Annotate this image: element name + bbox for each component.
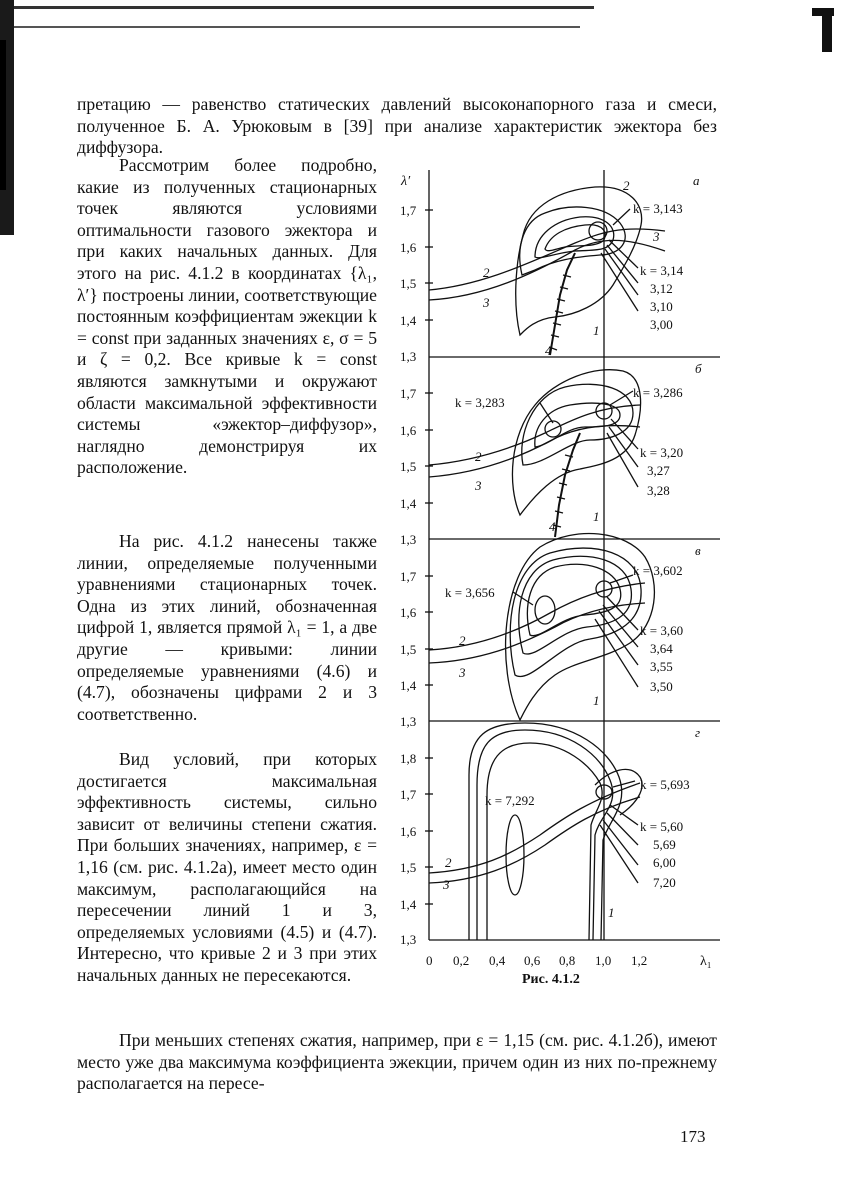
x-tick-6: 1,2 [631, 953, 648, 968]
panel-v-label-4: 3,55 [650, 659, 673, 674]
panel-v-label-2: k = 3,60 [640, 623, 684, 638]
panel-v-ytick-3: 1,4 [400, 678, 417, 693]
scan-edge-shadow-dark [0, 40, 6, 190]
panel-a-ytick-3: 1,4 [400, 313, 417, 328]
panel-a-letter: а [693, 173, 700, 188]
panel-g-ytick-2: 1,6 [400, 824, 417, 839]
figure-4-1-2 [395, 165, 725, 995]
x-tick-0: 0 [426, 953, 433, 968]
panel-b-ytick-4: 1,3 [400, 532, 417, 547]
figure-svg [395, 165, 725, 995]
panel-a-line-4: 4 [545, 343, 552, 358]
panel-b-label-2: k = 3,20 [640, 445, 684, 460]
x-tick-4: 0,8 [559, 953, 576, 968]
panel-a-line-3b: 3 [653, 229, 660, 244]
panel-g-line-2: 2 [445, 855, 452, 870]
panel-v-line-3: 3 [459, 665, 466, 680]
panel-g-label-0: k = 7,292 [485, 793, 535, 808]
panel-v-ytick-4: 1,3 [400, 714, 417, 729]
panel-g-ytick-1: 1,7 [400, 787, 417, 802]
panel-b-ytick-2: 1,5 [400, 459, 417, 474]
panel-g-ytick-3: 1,5 [400, 860, 417, 875]
paragraph-3-text: Вид условий, при которых достигается максимальная эффективность системы, сильно зависит от величины степени сжатия. При больших значениях, например, ε = 1,16 (см. рис. 4.1.2а), имеет место один максимум, располагающийся на пересечении линий 1 и 3, определяемых условиями (4.5) и (4.7). Интересно, что кривые 2 и 3 при этих начальных данных не пересекаются. [77, 749, 377, 985]
panel-v-label-1: k = 3,602 [633, 563, 683, 578]
paragraph-1 [77, 155, 377, 479]
panel-b-line-1: 1 [593, 509, 600, 524]
panel-a-line-2: 2 [483, 265, 490, 280]
panel-a-label-2: 3,12 [650, 281, 673, 296]
panel-g-line-1: 1 [608, 905, 615, 920]
panel-b-line-4: 4 [549, 519, 556, 534]
scan-top-line-2 [14, 26, 580, 28]
panel-b-line-2: 2 [475, 449, 482, 464]
panel-v-curves [429, 534, 654, 720]
paragraph-2-text: На рис. 4.1.2 нанесены также линии, определяемые полученными уравнениями стационарных точек. Одна из этих линий, обозначенная цифрой 1, является прямой λ₁ = 1, а две другие — кривыми: линии определяемые уравнениями (4.6) и (4.7), обозначены цифрами 2 и 3 соответственно. [77, 531, 377, 724]
paragraph-2 [77, 531, 377, 725]
paragraph-bottom-text: При меньших степенях сжатия, например, при ε = 1,15 (см. рис. 4.1.2б), имеют место уже два максимума коэффициента эжекции, причем один из них по-прежнему располагается на пересе- [77, 1030, 717, 1094]
corner-mark [822, 10, 832, 52]
panel-a-curves [429, 187, 665, 355]
panel-v-ytick-2: 1,5 [400, 642, 417, 657]
panel-b-ytick-1: 1,6 [400, 423, 417, 438]
figure-caption: Рис. 4.1.2 [522, 972, 580, 987]
panel-a-label-4: 3,00 [650, 317, 673, 332]
panel-a-ytick-4: 1,3 [400, 349, 417, 364]
x-axis-label: λ₁ [700, 954, 712, 969]
panel-a-ytick-0: 1,7 [400, 203, 417, 218]
panel-g-label-2: k = 5,60 [640, 819, 684, 834]
panel-a-ytick-2: 1,5 [400, 276, 417, 291]
y-axis-label: λ′ [401, 174, 411, 189]
panel-v-ytick-1: 1,6 [400, 605, 417, 620]
panel-a-label-1: k = 3,14 [640, 263, 684, 278]
panel-v-letter: в [695, 543, 701, 558]
x-tick-3: 0,6 [524, 953, 541, 968]
paragraph-1-text: Рассмотрим более подробно, какие из полученных стационарных точек являются условиями оптимальности газового эжектора и при каких начальных данных. Для этого на рис. 4.1.2 в координатах {λ₁, λ′} построены линии, соответствующие постоянным коэффициентам эжекции k = const при заданных значениях ε, σ = 5 и ζ = 0,2. Все кривые k = const являются замкнутыми и окружают области максимальной эффективности системы «эжектор–диффузор», наглядно демонстрируя их расположение. [77, 155, 377, 478]
panel-g-label-4: 6,00 [653, 855, 676, 870]
page-number: 173 [680, 1127, 706, 1146]
paragraph-top [77, 94, 717, 159]
panel-b-line-3: 3 [475, 478, 482, 493]
panel-v-line-2: 2 [459, 633, 466, 648]
panel-a-line-3: 3 [483, 295, 490, 310]
panel-g-line-3: 3 [443, 877, 450, 892]
panel-v-label-3: 3,64 [650, 641, 673, 656]
panel-g-ytick-5: 1,3 [400, 932, 417, 947]
panel-b-letter: б [695, 361, 702, 376]
panel-a-label-3: 3,10 [650, 299, 673, 314]
panel-b-label-0: k = 3,283 [455, 395, 505, 410]
panel-b-label-4: 3,28 [647, 483, 670, 498]
x-tick-1: 0,2 [453, 953, 470, 968]
panel-g-label-1: k = 5,693 [640, 777, 690, 792]
panel-g-letter: г [695, 725, 701, 740]
panel-v-ytick-0: 1,7 [400, 569, 417, 584]
panel-v-label-0: k = 3,656 [445, 585, 495, 600]
panel-a-ytick-1: 1,6 [400, 240, 417, 255]
scan-top-line [14, 6, 594, 9]
paragraph-top-text: претацию — равенство статических давлений высоконапорного газа и смеси, полученное Б. А. Урюковым в [39] при анализе характеристик эжектора без диффузора. [77, 94, 717, 158]
paragraph-bottom [77, 1030, 717, 1095]
panel-g-ytick-4: 1,4 [400, 897, 417, 912]
x-tick-5: 1,0 [595, 953, 612, 968]
panel-a-line-2b: 2 [623, 178, 630, 193]
corner-mark-top [812, 8, 834, 16]
panel-g-label-5: 7,20 [653, 875, 676, 890]
panel-g-label-3: 5,69 [653, 837, 676, 852]
paragraph-3 [77, 749, 377, 987]
panel-a-line-1: 1 [593, 323, 600, 338]
panel-a-label-0: k = 3,143 [633, 201, 683, 216]
panel-b-ytick-0: 1,7 [400, 386, 417, 401]
panel-b-label-1: k = 3,286 [633, 385, 683, 400]
panel-g-ytick-0: 1,8 [400, 751, 417, 766]
panel-v-label-5: 3,50 [650, 679, 673, 694]
panel-b-ytick-3: 1,4 [400, 496, 417, 511]
panel-v-line-1: 1 [593, 693, 600, 708]
panel-b-label-3: 3,27 [647, 463, 670, 478]
x-tick-2: 0,4 [489, 953, 506, 968]
